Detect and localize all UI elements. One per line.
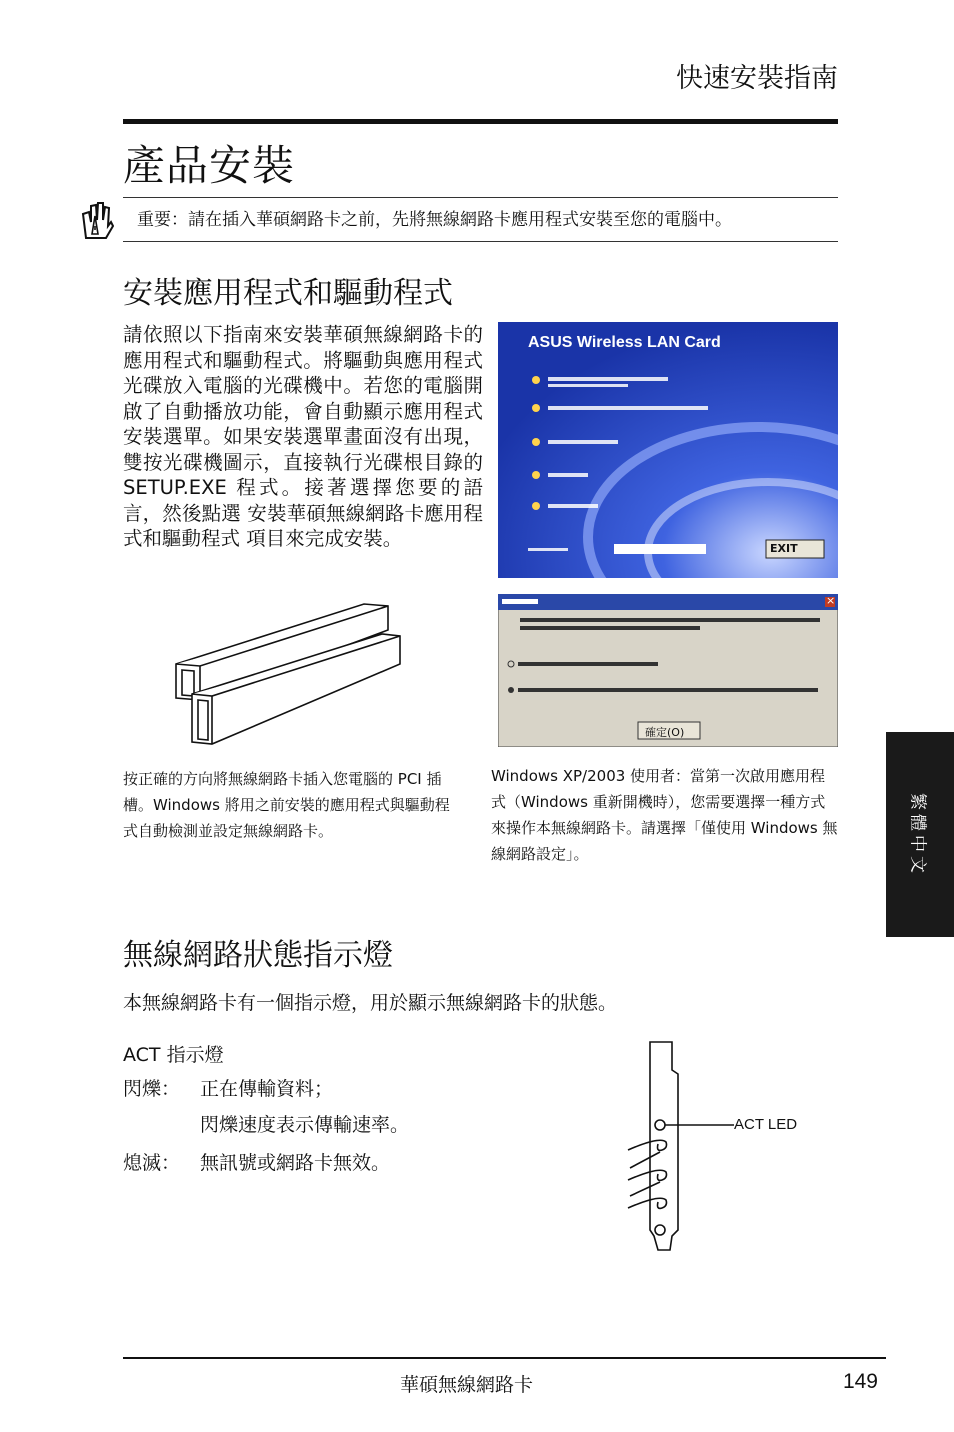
note-text: 重要：請在插入華碩網路卡之前，先將無線網路卡應用程式安裝至您的電腦中。 — [137, 210, 732, 230]
caption-right: Windows XP/2003 使用者：當第一次啟用應用程式（Windows 重新開機時），您需要選擇一種方式來操作本無線網路卡。請選擇「僅使用 Windows 無線網路設定」。 — [491, 767, 838, 863]
dialog-screenshot — [498, 594, 838, 747]
blink-label: 閃爍： — [123, 1078, 181, 1100]
installer-exit-button[interactable]: EXIT — [770, 542, 798, 555]
card-bracket-illustration — [610, 1040, 740, 1255]
off-label: 熄滅： — [123, 1152, 181, 1174]
dialog-ok-button[interactable]: 確定(O) — [645, 726, 685, 739]
status-intro: 本無線網路卡有一個指示燈，用於顯示無線網路卡的狀態。 — [123, 992, 618, 1014]
installer-screenshot — [498, 322, 838, 578]
warning-hand-icon — [80, 200, 114, 240]
page-title: 產品安裝 — [123, 141, 296, 190]
dialog-close-icon[interactable]: × — [826, 594, 836, 607]
section-heading-install: 安裝應用程式和驅動程式 — [123, 276, 453, 311]
installer-title: ASUS Wireless LAN Card — [528, 334, 721, 351]
language-side-tab — [886, 732, 954, 937]
section-heading-status: 無線網路狀態指示燈 — [123, 938, 393, 973]
blink-line-2: 閃爍速度表示傳輸速率。 — [200, 1114, 410, 1136]
caption-left: 按正確的方向將無線網路卡插入您電腦的 PCI 插槽。Windows 將用之前安裝的應用程式與驅動程式自動檢測並設定無線網路卡。 — [123, 770, 450, 840]
guide-title: 快速安裝指南 — [676, 63, 838, 94]
note-top-rule — [123, 197, 838, 198]
pci-slot-illustration — [172, 600, 402, 750]
side-tab-label: 繁體中文 — [907, 792, 928, 877]
act-led-label: ACT LED — [734, 1116, 798, 1133]
act-title: ACT 指示燈 — [123, 1044, 224, 1066]
header-rule — [123, 119, 838, 124]
footer-title: 華碩無線網路卡 — [400, 1374, 534, 1396]
install-paragraph: 請依照以下指南來安裝華碩無線網路卡的應用程式和驅動程式。將驅動與應用程式光碟放入電腦的光碟機中。若您的電腦開啟了自動播放功能，會自動顯示應用程式安裝選單。如果安裝選單畫面沒有出現，雙按光碟機圖示，直接執行光碟根目錄的 SETUP.EXE 程式。接著選擇您要的語言，然後點選 安裝華碩無線網路卡應用程式和驅動程式 項目來完成安裝。 — [123, 323, 483, 550]
blink-line-1: 正在傳輸資料； — [200, 1078, 334, 1100]
page-number: 149 — [842, 1370, 878, 1393]
off-line-1: 無訊號或網路卡無效。 — [200, 1152, 391, 1174]
note-bottom-rule — [123, 241, 838, 242]
footer-rule — [123, 1357, 886, 1359]
